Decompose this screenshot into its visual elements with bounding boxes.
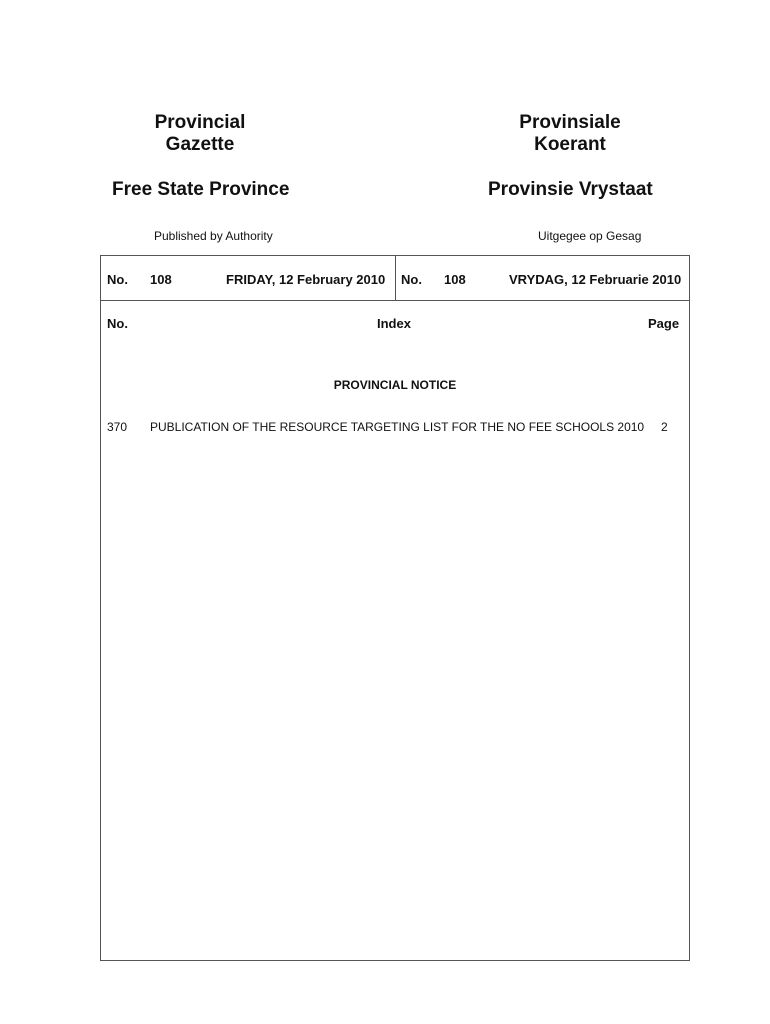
issue-divider	[395, 256, 396, 300]
title-line-1: Provincial	[154, 112, 246, 133]
authority-line-afrikaans: Uitgegee op Gesag	[538, 229, 642, 243]
authority-line-english: Published by Authority	[154, 229, 273, 243]
gazette-title-afrikaans	[470, 112, 670, 156]
issue-date-english: FRIDAY, 12 February 2010	[226, 272, 386, 287]
issue-bar	[101, 256, 689, 301]
entry-title: PUBLICATION OF THE RESOURCE TARGETING LIST FOR THE NO FEE SCHOOLS 2010	[150, 420, 645, 434]
title-line-2: Koerant	[534, 134, 606, 155]
title-line-1: Provinsiale	[519, 112, 621, 133]
index-col-page: Page	[648, 316, 680, 331]
issue-date-afrikaans: VRYDAG, 12 Februarie 2010	[509, 272, 682, 287]
entry-no: 370	[107, 420, 128, 434]
gazette-title-english	[110, 112, 290, 156]
index-col-no: No.	[107, 316, 128, 331]
issue-number-afrikaans: 108	[444, 272, 466, 287]
entry-page: 2	[661, 420, 668, 434]
issue-no-label-english: No.	[107, 272, 128, 287]
province-name-english: Free State Province	[112, 179, 290, 200]
province-name-afrikaans: Provinsie Vrystaat	[488, 179, 653, 200]
issue-no-label-afrikaans: No.	[401, 272, 422, 287]
issue-number-english: 108	[150, 272, 172, 287]
section-heading: PROVINCIAL NOTICE	[333, 378, 457, 392]
gazette-frame	[100, 255, 690, 961]
title-line-2: Gazette	[165, 134, 235, 155]
index-col-index: Index	[377, 316, 411, 331]
